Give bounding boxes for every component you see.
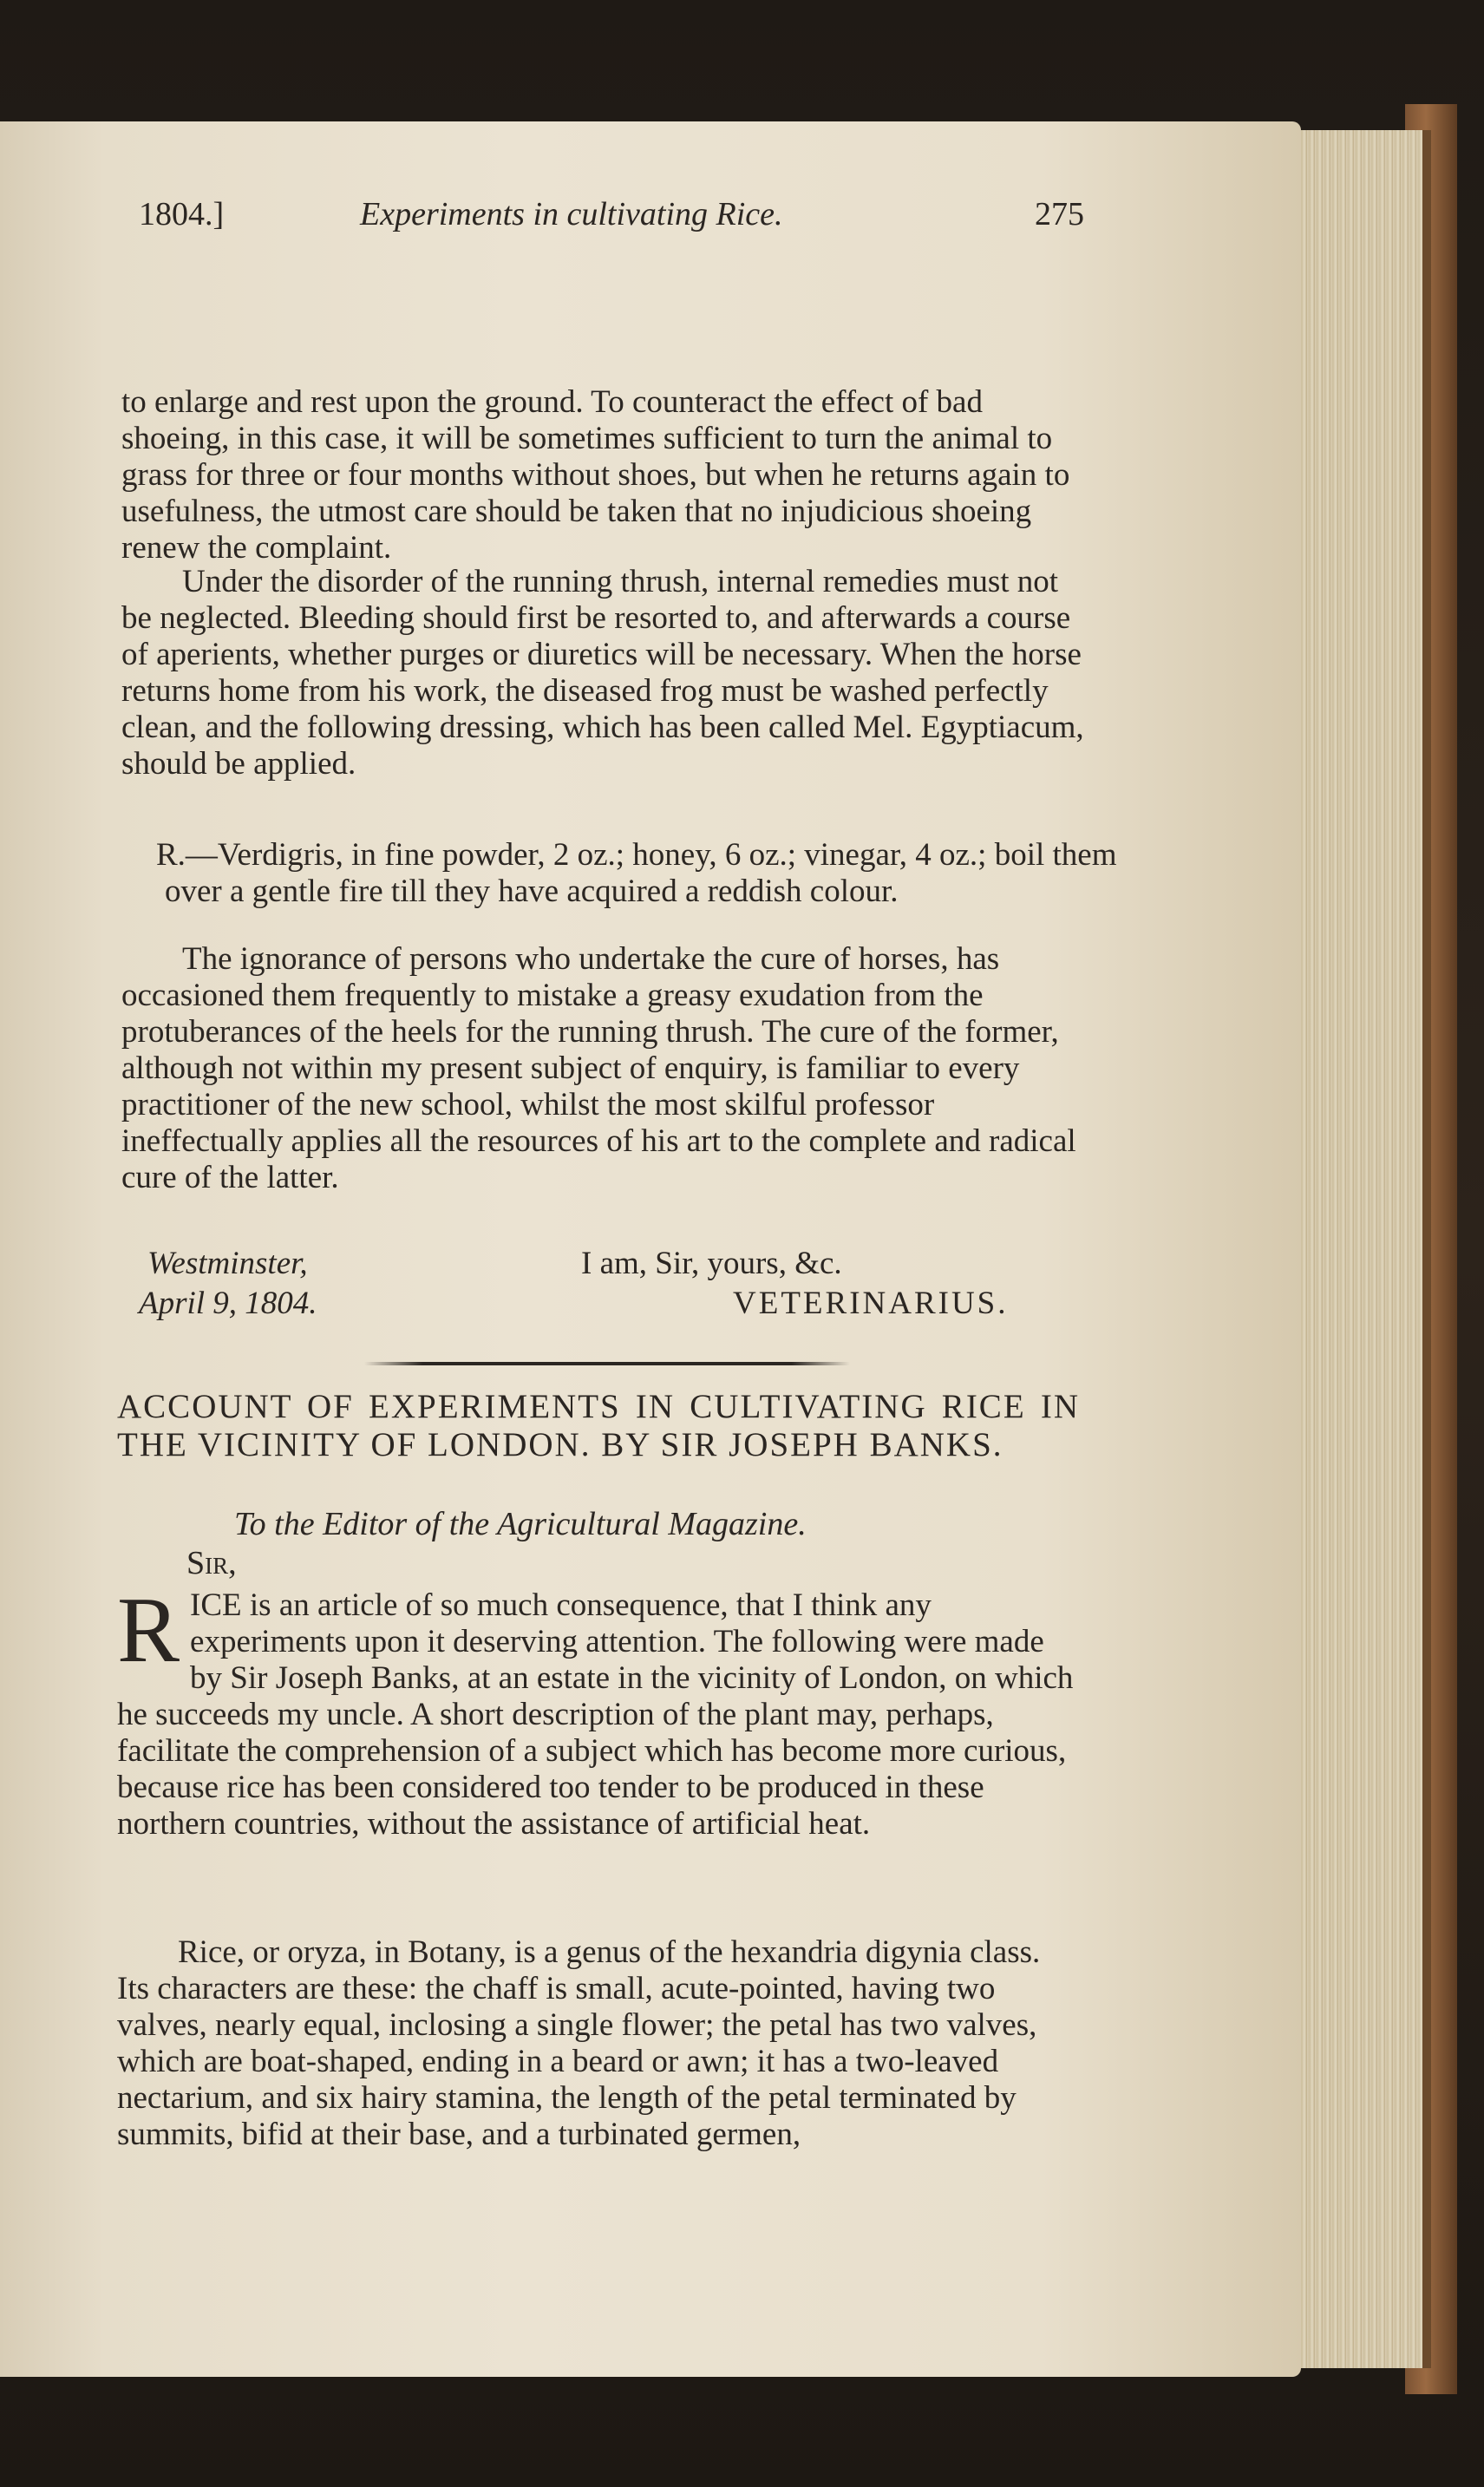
recipe-text: R.—Verdigris, in fine powder, 2 oz.; honey, 6 oz.; vinegar, 4 oz.; boil them over a gentle fire till they have acquired a reddish colour.	[156, 837, 1117, 909]
paragraph-1	[121, 384, 1084, 566]
paragraph-3-text: The ignorance of persons who undertake the cure of horses, has occasioned them frequently to mistake a greasy exudation from the protuberances of the heels for the running thrush. The cure of the former, although not within my present subject of enquiry, is familiar to every practitioner of the new school, whilst the most skilful professor ineffectually applies all the resources of his art to the complete and radical cure of the latter.	[121, 941, 1076, 1195]
salutation: Sir,	[186, 1545, 237, 1581]
signature-name: VETERINARIUS.	[733, 1286, 1009, 1321]
recipe	[121, 837, 1128, 910]
paragraph-2	[121, 564, 1084, 782]
section-divider	[364, 1362, 850, 1365]
paragraph-1-text: to enlarge and rest upon the ground. To counteract the effect of bad shoeing, in this case, it will be sometimes sufficient to turn the animal to grass for three or four months without shoes, but when he returns again to usefulness, the utmost care should be taken that no injudicious shoeing renew the complaint.	[121, 384, 1070, 566]
running-header	[139, 195, 1084, 247]
editor-line: To the Editor of the Agricultural Magazine.	[234, 1506, 807, 1542]
letter-signature	[121, 1245, 1041, 1323]
paragraph-3	[121, 941, 1084, 1196]
page-number: 275	[1035, 196, 1084, 232]
paragraph-2-text: Under the disorder of the running thrush, internal remedies must not be neglected. Bleeding should first be resorted to, and afterwards a course of aperients, whether purges or diuretics will be necessary. When the horse returns home from his work, the diseased frog must be washed perfectly clean, and the following dressing, which has been called Mel. Egyptiacum, should be applied.	[121, 564, 1084, 782]
page-edges	[1284, 130, 1431, 2368]
article-paragraph-2: Rice, or oryza, in Botany, is a genus of the hexandria digynia class. Its characters are these: the chaff is small, acute-pointed, having two valves, nearly equal, inclosing a single flower; the petal has two valves, which are boat-shaped, ending in a beard or awn; it has a two-leaved nectarium, and six hairy stamina, the length of the petal terminated by summits, bifid at their base, and a turbinated germen,	[117, 1934, 1041, 2152]
article-paragraph-1	[117, 1579, 1080, 1842]
signature-date: April 9, 1804.	[139, 1286, 317, 1321]
drop-cap: R	[117, 1579, 180, 1682]
signature-closing: I am, Sir, yours, &c.	[581, 1246, 842, 1281]
article-heading: ACCOUNT OF EXPERIMENTS IN CULTIVATING RICE IN THE VICINITY OF LONDON. BY SIR JOSEPH BANKS.	[117, 1388, 1080, 1463]
signature-place: Westminster,	[147, 1246, 308, 1281]
article-paragraph-1-text: ICE is an article of so much consequence, that I think any experiments upon it deserving attention. The following were made by Sir Joseph Banks, at an estate in the vicinity of London, on which he succeeds my uncle. A short description of the plant may, perhaps, facilitate the comprehension of a subject which has become more curious, because rice has been considered too tender to be produced in these northern countries, without the assistance of artificial heat.	[117, 1587, 1074, 1842]
header-year: 1804.]	[139, 196, 225, 232]
header-title: Experiments in cultivating Rice.	[360, 196, 783, 232]
